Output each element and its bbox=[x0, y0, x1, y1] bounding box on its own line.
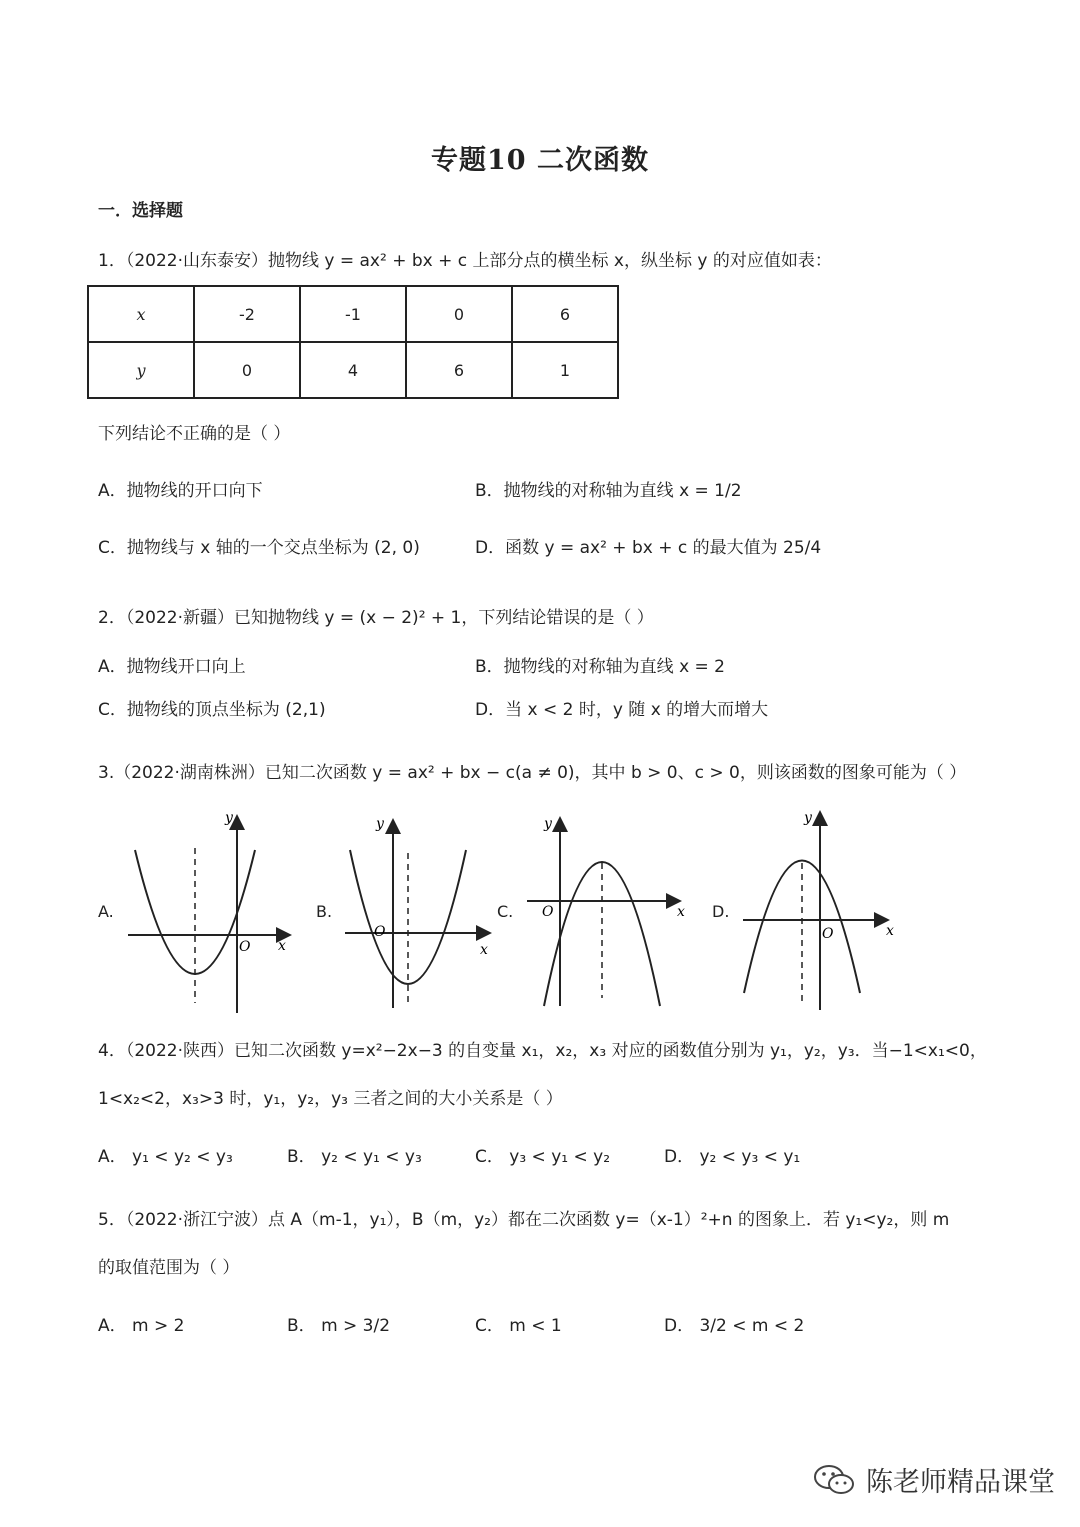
wechat-icon bbox=[812, 1462, 856, 1498]
q4-option-b[interactable]: B． y₂ < y₁ < y₃ bbox=[287, 1147, 422, 1167]
q1-option-c[interactable]: C．抛物线与 x 轴的一个交点坐标为 (2, 0) bbox=[98, 538, 420, 558]
y-axis-label: y bbox=[376, 816, 384, 832]
q1-prompt: 下列结论不正确的是（ ） bbox=[98, 424, 291, 444]
q1-option-a[interactable]: A．抛物线的开口向下 bbox=[98, 481, 263, 501]
q2-stem: 2．（2022·新疆）已知抛物线 y = (x − 2)² + 1，下列结论错误的是（ ） bbox=[98, 608, 654, 628]
table-cell: 6 bbox=[512, 286, 618, 342]
origin-label: O bbox=[239, 939, 251, 955]
table-cell-x-label: x bbox=[88, 286, 194, 342]
q2-option-d[interactable]: D．当 x < 2 时，y 随 x 的增大而增大 bbox=[475, 700, 769, 720]
table-cell: 1 bbox=[512, 342, 618, 398]
page-title: 专题10 二次函数 bbox=[431, 145, 649, 176]
q2-option-b[interactable]: B．抛物线的对称轴为直线 x = 2 bbox=[475, 657, 725, 677]
q1-option-d[interactable]: D．函数 y = ax² + bx + c 的最大值为 25/4 bbox=[475, 538, 822, 558]
q3-graph-b[interactable] bbox=[340, 808, 510, 1018]
q3-graph-d[interactable] bbox=[738, 808, 908, 1018]
x-axis-label: x bbox=[278, 938, 286, 954]
q2-option-a[interactable]: A．抛物线开口向上 bbox=[98, 657, 246, 677]
q5-option-b[interactable]: B． m > 3/2 bbox=[287, 1316, 391, 1336]
section-heading: 一．选择题 bbox=[98, 201, 183, 221]
x-axis-label: x bbox=[677, 904, 685, 920]
q5-stem-line1: 5．（2022·浙江宁波）点 A（m-1，y₁），B（m，y₂）都在二次函数 y=（x-1）²+n 的图象上．若 y₁<y₂，则 m bbox=[98, 1210, 950, 1230]
q4-option-c[interactable]: C． y₃ < y₁ < y₂ bbox=[475, 1147, 611, 1167]
q4-stem-line1: 4．（2022·陕西）已知二次函数 y=x²−2x−3 的自变量 x₁，x₂，x₃ 对应的函数值分别为 y₁，y₂，y₃．当−1<x₁<0， bbox=[98, 1041, 987, 1061]
table-cell: 0 bbox=[406, 286, 512, 342]
origin-label: O bbox=[374, 924, 386, 940]
q3-graph-label-b[interactable]: B. bbox=[316, 902, 333, 921]
q4-stem-line2: 1<x₂<2，x₃>3 时，y₁，y₂，y₃ 三者之间的大小关系是（ ） bbox=[98, 1089, 563, 1109]
watermark-text: 陈老师精品课堂 bbox=[866, 1467, 1055, 1498]
q3-graph-label-a[interactable]: A. bbox=[98, 902, 114, 921]
table-row bbox=[88, 286, 618, 342]
watermark bbox=[812, 1460, 1055, 1499]
table-row bbox=[88, 342, 618, 398]
y-axis-label: y bbox=[544, 816, 552, 832]
x-axis-label: x bbox=[886, 923, 894, 939]
table-cell: 4 bbox=[300, 342, 406, 398]
q4-option-d[interactable]: D． y₂ < y₃ < y₁ bbox=[664, 1147, 801, 1167]
table-cell: -2 bbox=[194, 286, 300, 342]
q5-option-a[interactable]: A． m > 2 bbox=[98, 1316, 185, 1336]
q3-stem: 3.（2022·湖南株洲）已知二次函数 y = ax² + bx − c(a ≠ 0)，其中 b > 0、c > 0，则该函数的图象可能为（ ） bbox=[98, 763, 967, 783]
q5-option-d[interactable]: D． 3/2 < m < 2 bbox=[664, 1316, 805, 1336]
q1-value-table bbox=[87, 285, 619, 399]
origin-label: O bbox=[822, 926, 834, 942]
x-axis-label: x bbox=[480, 942, 488, 958]
q3-graph-a[interactable] bbox=[120, 808, 300, 1018]
q3-graph-c[interactable] bbox=[522, 808, 692, 1018]
q1-option-b[interactable]: B．抛物线的对称轴为直线 x = 1/2 bbox=[475, 481, 742, 501]
table-cell: 6 bbox=[406, 342, 512, 398]
y-axis-label: y bbox=[225, 810, 233, 826]
q5-stem-line2: 的取值范围为（ ） bbox=[98, 1258, 240, 1278]
q5-option-c[interactable]: C． m < 1 bbox=[475, 1316, 562, 1336]
table-cell-y-label: y bbox=[88, 342, 194, 398]
origin-label: O bbox=[542, 904, 554, 920]
q3-graph-label-d[interactable]: D. bbox=[712, 902, 730, 921]
q1-stem: 1．（2022·山东泰安）抛物线 y = ax² + bx + c 上部分点的横坐标 x，纵坐标 y 的对应值如表： bbox=[98, 251, 832, 271]
table-cell: 0 bbox=[194, 342, 300, 398]
table-cell: -1 bbox=[300, 286, 406, 342]
y-axis-label: y bbox=[804, 810, 812, 826]
q3-graph-label-c[interactable]: C. bbox=[497, 902, 514, 921]
q2-option-c[interactable]: C．抛物线的顶点坐标为 (2,1) bbox=[98, 700, 326, 720]
q4-option-a[interactable]: A． y₁ < y₂ < y₃ bbox=[98, 1147, 233, 1167]
